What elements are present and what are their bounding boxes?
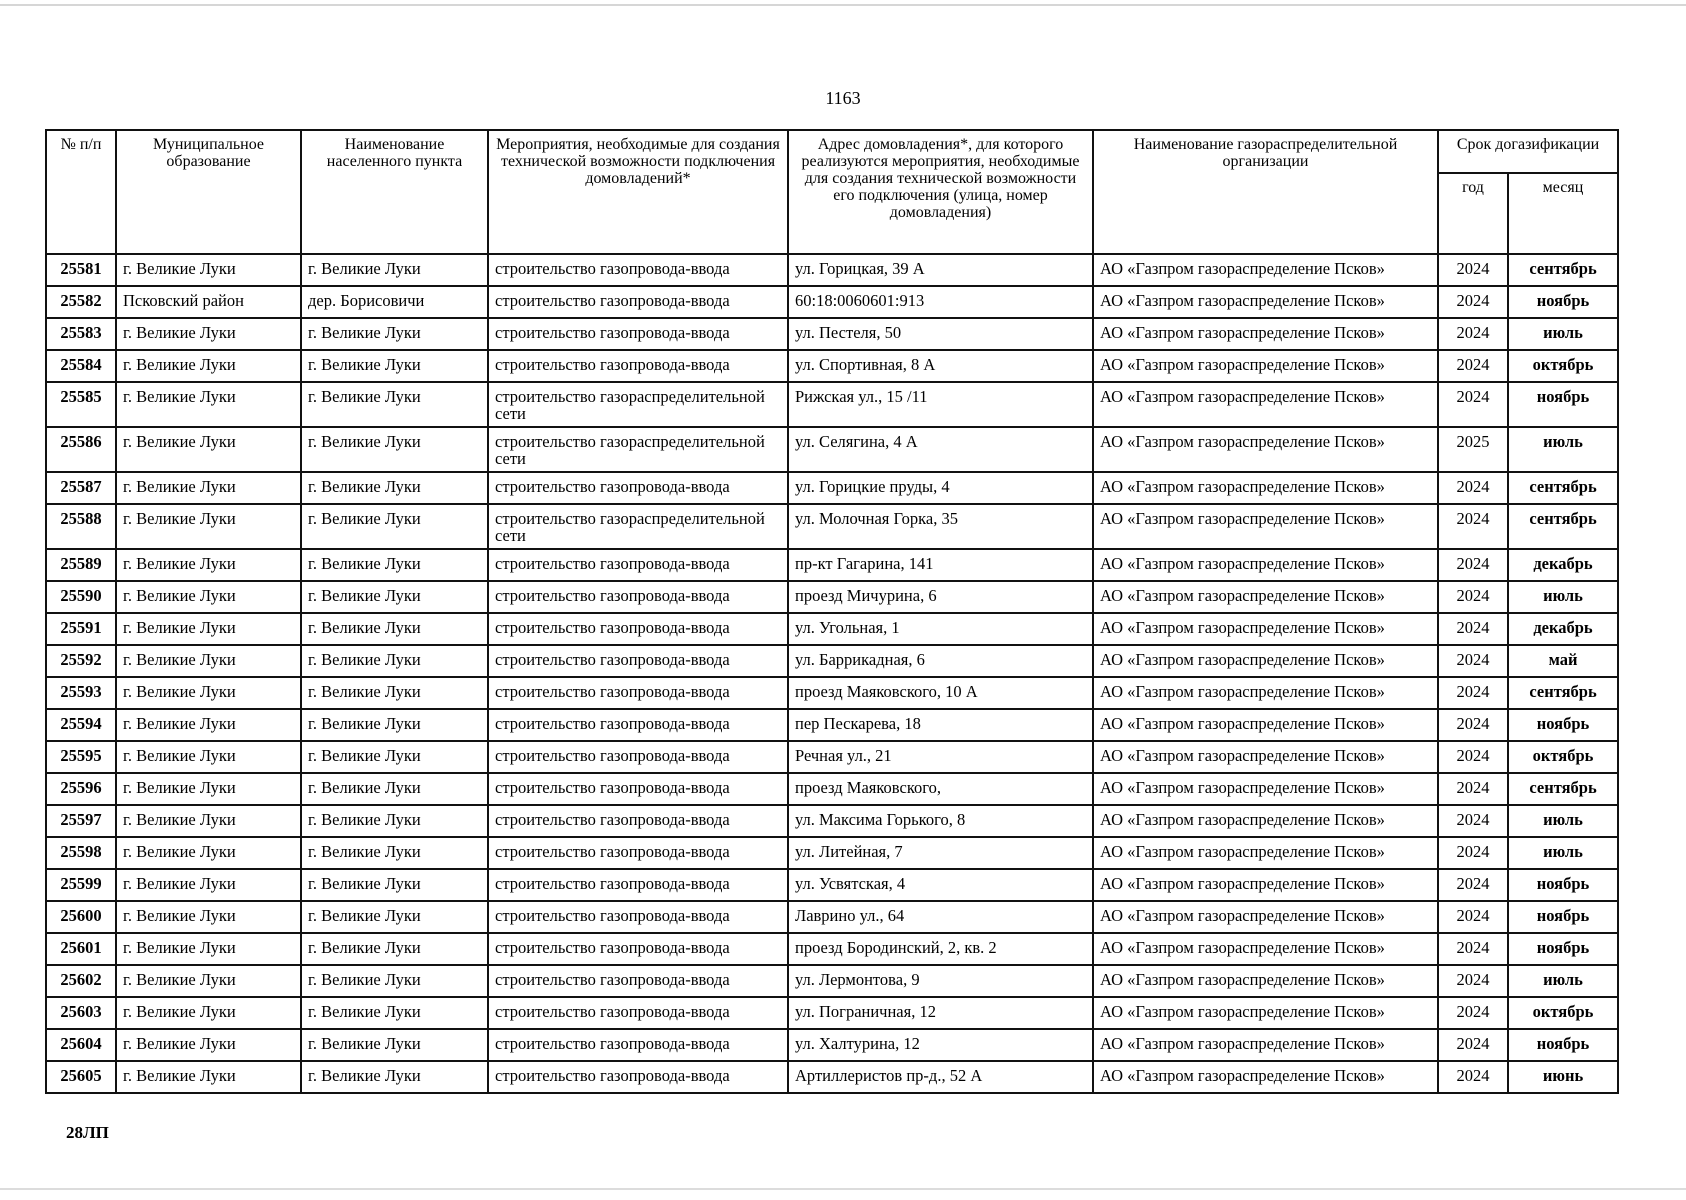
cell-org: АО «Газпром газораспределение Псков» (1093, 472, 1438, 504)
cell-municipality: г. Великие Луки (116, 504, 301, 549)
cell-settlement: г. Великие Луки (301, 254, 488, 286)
cell-municipality: г. Великие Луки (116, 350, 301, 382)
cell-settlement: г. Великие Луки (301, 837, 488, 869)
table-row (46, 869, 1618, 901)
cell-num: 25596 (46, 773, 116, 805)
cell-address: ул. Максима Горького, 8 (788, 805, 1093, 837)
cell-num: 25582 (46, 286, 116, 318)
header-row (46, 130, 1618, 173)
cell-settlement: г. Великие Луки (301, 382, 488, 427)
cell-org: АО «Газпром газораспределение Псков» (1093, 427, 1438, 472)
table-row (46, 427, 1618, 472)
cell-municipality: г. Великие Луки (116, 581, 301, 613)
cell-settlement: г. Великие Луки (301, 645, 488, 677)
cell-address: ул. Горицкие пруды, 4 (788, 472, 1093, 504)
cell-org: АО «Газпром газораспределение Псков» (1093, 254, 1438, 286)
cell-month: май (1508, 645, 1618, 677)
cell-settlement: дер. Борисовичи (301, 286, 488, 318)
cell-address: ул. Горицкая, 39 А (788, 254, 1093, 286)
table-row (46, 965, 1618, 997)
cell-month: июль (1508, 965, 1618, 997)
cell-org: АО «Газпром газораспределение Псков» (1093, 318, 1438, 350)
cell-num: 25590 (46, 581, 116, 613)
cell-org: АО «Газпром газораспределение Псков» (1093, 350, 1438, 382)
cell-year: 2024 (1438, 965, 1508, 997)
table-row (46, 741, 1618, 773)
cell-municipality: г. Великие Луки (116, 837, 301, 869)
cell-num: 25587 (46, 472, 116, 504)
header-municipality: Муниципальное образование (116, 130, 301, 254)
cell-address: 60:18:0060601:913 (788, 286, 1093, 318)
cell-measure: строительство газопровода-ввода (488, 869, 788, 901)
table-row (46, 677, 1618, 709)
table-row (46, 581, 1618, 613)
cell-measure: строительство газопровода-ввода (488, 965, 788, 997)
cell-measure: строительство газопровода-ввода (488, 350, 788, 382)
cell-measure: строительство газораспределительной сети (488, 382, 788, 427)
cell-settlement: г. Великие Луки (301, 741, 488, 773)
header-address: Адрес домовладения*, для которого реализуются мероприятия, необходимые для создания технической возможности его подключения (улица, номер домовладения) (788, 130, 1093, 254)
cell-month: ноябрь (1508, 382, 1618, 427)
cell-measure: строительство газопровода-ввода (488, 286, 788, 318)
cell-year: 2024 (1438, 677, 1508, 709)
cell-measure: строительство газопровода-ввода (488, 741, 788, 773)
cell-num: 25602 (46, 965, 116, 997)
cell-settlement: г. Великие Луки (301, 549, 488, 581)
table-row (46, 901, 1618, 933)
table-row (46, 504, 1618, 549)
document-code: 28ЛП (66, 1123, 109, 1142)
cell-org: АО «Газпром газораспределение Псков» (1093, 613, 1438, 645)
cell-address: ул. Лермонтова, 9 (788, 965, 1093, 997)
table-row (46, 933, 1618, 965)
cell-settlement: г. Великие Луки (301, 997, 488, 1029)
table-body (46, 254, 1618, 1093)
cell-year: 2024 (1438, 837, 1508, 869)
cell-address: ул. Пестеля, 50 (788, 318, 1093, 350)
table-row (46, 350, 1618, 382)
cell-month: июль (1508, 427, 1618, 472)
cell-month: ноябрь (1508, 933, 1618, 965)
cell-num: 25588 (46, 504, 116, 549)
cell-settlement: г. Великие Луки (301, 1029, 488, 1061)
cell-measure: строительство газопровода-ввода (488, 773, 788, 805)
cell-measure: строительство газопровода-ввода (488, 318, 788, 350)
cell-num: 25598 (46, 837, 116, 869)
table-row (46, 805, 1618, 837)
cell-measure: строительство газопровода-ввода (488, 1029, 788, 1061)
cell-municipality: г. Великие Луки (116, 645, 301, 677)
cell-municipality: г. Великие Луки (116, 869, 301, 901)
cell-measure: строительство газопровода-ввода (488, 805, 788, 837)
cell-measure: строительство газопровода-ввода (488, 472, 788, 504)
cell-org: АО «Газпром газораспределение Псков» (1093, 997, 1438, 1029)
cell-org: АО «Газпром газораспределение Псков» (1093, 741, 1438, 773)
cell-year: 2024 (1438, 382, 1508, 427)
cell-month: ноябрь (1508, 901, 1618, 933)
cell-year: 2024 (1438, 645, 1508, 677)
cell-num: 25591 (46, 613, 116, 645)
table-row (46, 1061, 1618, 1093)
cell-address: ул. Баррикадная, 6 (788, 645, 1093, 677)
cell-year: 2024 (1438, 1029, 1508, 1061)
cell-num: 25604 (46, 1029, 116, 1061)
cell-org: АО «Газпром газораспределение Псков» (1093, 1029, 1438, 1061)
cell-month: сентябрь (1508, 773, 1618, 805)
cell-municipality: г. Великие Луки (116, 741, 301, 773)
cell-org: АО «Газпром газораспределение Псков» (1093, 901, 1438, 933)
gasification-table (45, 129, 1619, 1094)
cell-num: 25597 (46, 805, 116, 837)
cell-address: Речная ул., 21 (788, 741, 1093, 773)
cell-measure: строительство газопровода-ввода (488, 645, 788, 677)
cell-year: 2024 (1438, 997, 1508, 1029)
cell-settlement: г. Великие Луки (301, 773, 488, 805)
cell-num: 25584 (46, 350, 116, 382)
cell-num: 25594 (46, 709, 116, 741)
cell-month: июль (1508, 837, 1618, 869)
table-row (46, 1029, 1618, 1061)
cell-municipality: Псковский район (116, 286, 301, 318)
cell-org: АО «Газпром газораспределение Псков» (1093, 773, 1438, 805)
cell-org: АО «Газпром газораспределение Псков» (1093, 581, 1438, 613)
cell-settlement: г. Великие Луки (301, 472, 488, 504)
header-num: № п/п (46, 130, 116, 254)
cell-measure: строительство газопровода-ввода (488, 837, 788, 869)
header-term: Срок догазификации (1438, 130, 1618, 173)
cell-year: 2024 (1438, 933, 1508, 965)
cell-month: июнь (1508, 1061, 1618, 1093)
cell-settlement: г. Великие Луки (301, 965, 488, 997)
cell-num: 25605 (46, 1061, 116, 1093)
cell-measure: строительство газопровода-ввода (488, 933, 788, 965)
cell-settlement: г. Великие Луки (301, 709, 488, 741)
cell-municipality: г. Великие Луки (116, 965, 301, 997)
cell-num: 25593 (46, 677, 116, 709)
cell-num: 25601 (46, 933, 116, 965)
cell-address: ул. Угольная, 1 (788, 613, 1093, 645)
table-row (46, 613, 1618, 645)
cell-month: октябрь (1508, 741, 1618, 773)
cell-month: ноябрь (1508, 1029, 1618, 1061)
cell-year: 2024 (1438, 581, 1508, 613)
cell-org: АО «Газпром газораспределение Псков» (1093, 286, 1438, 318)
cell-month: сентябрь (1508, 254, 1618, 286)
cell-month: июль (1508, 581, 1618, 613)
cell-year: 2024 (1438, 901, 1508, 933)
header-month: месяц (1508, 173, 1618, 254)
table-row (46, 318, 1618, 350)
cell-year: 2024 (1438, 472, 1508, 504)
cell-measure: строительство газопровода-ввода (488, 901, 788, 933)
cell-municipality: г. Великие Луки (116, 773, 301, 805)
cell-address: Артиллеристов пр-д., 52 А (788, 1061, 1093, 1093)
cell-municipality: г. Великие Луки (116, 427, 301, 472)
table-row (46, 286, 1618, 318)
cell-year: 2024 (1438, 1061, 1508, 1093)
cell-year: 2025 (1438, 427, 1508, 472)
cell-num: 25592 (46, 645, 116, 677)
cell-year: 2024 (1438, 350, 1508, 382)
cell-settlement: г. Великие Луки (301, 581, 488, 613)
header-org: Наименование газораспределительной организации (1093, 130, 1438, 254)
cell-address: ул. Пограничная, 12 (788, 997, 1093, 1029)
cell-measure: строительство газопровода-ввода (488, 613, 788, 645)
table-row (46, 709, 1618, 741)
cell-year: 2024 (1438, 504, 1508, 549)
cell-municipality: г. Великие Луки (116, 997, 301, 1029)
cell-address: проезд Мичурина, 6 (788, 581, 1093, 613)
cell-address: проезд Маяковского, 10 А (788, 677, 1093, 709)
cell-address: Лаврино ул., 64 (788, 901, 1093, 933)
cell-month: ноябрь (1508, 286, 1618, 318)
cell-address: ул. Усвятская, 4 (788, 869, 1093, 901)
table-row (46, 472, 1618, 504)
header-settlement: Наименование населенного пункта (301, 130, 488, 254)
cell-measure: строительство газопровода-ввода (488, 997, 788, 1029)
cell-year: 2024 (1438, 741, 1508, 773)
cell-org: АО «Газпром газораспределение Псков» (1093, 805, 1438, 837)
cell-settlement: г. Великие Луки (301, 350, 488, 382)
cell-measure: строительство газопровода-ввода (488, 549, 788, 581)
cell-municipality: г. Великие Луки (116, 382, 301, 427)
cell-org: АО «Газпром газораспределение Псков» (1093, 645, 1438, 677)
cell-month: сентябрь (1508, 677, 1618, 709)
cell-month: октябрь (1508, 997, 1618, 1029)
cell-measure: строительство газопровода-ввода (488, 254, 788, 286)
cell-num: 25599 (46, 869, 116, 901)
cell-municipality: г. Великие Луки (116, 472, 301, 504)
table-row (46, 382, 1618, 427)
cell-address: пер Пескарева, 18 (788, 709, 1093, 741)
cell-address: ул. Литейная, 7 (788, 837, 1093, 869)
cell-measure: строительство газопровода-ввода (488, 581, 788, 613)
cell-municipality: г. Великие Луки (116, 1061, 301, 1093)
cell-measure: строительство газопровода-ввода (488, 1061, 788, 1093)
page-number: 1163 (825, 88, 861, 108)
cell-year: 2024 (1438, 318, 1508, 350)
header-year: год (1438, 173, 1508, 254)
cell-org: АО «Газпром газораспределение Псков» (1093, 549, 1438, 581)
cell-settlement: г. Великие Луки (301, 901, 488, 933)
cell-num: 25581 (46, 254, 116, 286)
cell-org: АО «Газпром газораспределение Псков» (1093, 677, 1438, 709)
table-row (46, 645, 1618, 677)
cell-num: 25603 (46, 997, 116, 1029)
cell-municipality: г. Великие Луки (116, 613, 301, 645)
cell-settlement: г. Великие Луки (301, 613, 488, 645)
cell-month: июль (1508, 318, 1618, 350)
cell-month: ноябрь (1508, 709, 1618, 741)
cell-settlement: г. Великие Луки (301, 933, 488, 965)
cell-address: Рижская ул., 15 /11 (788, 382, 1093, 427)
cell-address: проезд Маяковского, (788, 773, 1093, 805)
cell-settlement: г. Великие Луки (301, 869, 488, 901)
cell-municipality: г. Великие Луки (116, 677, 301, 709)
cell-year: 2024 (1438, 254, 1508, 286)
table-row (46, 549, 1618, 581)
cell-org: АО «Газпром газораспределение Псков» (1093, 382, 1438, 427)
scan-edge-top (0, 4, 1686, 6)
scan-edge-bottom (0, 1188, 1686, 1190)
cell-year: 2024 (1438, 869, 1508, 901)
cell-org: АО «Газпром газораспределение Псков» (1093, 709, 1438, 741)
cell-month: сентябрь (1508, 472, 1618, 504)
cell-year: 2024 (1438, 549, 1508, 581)
cell-measure: строительство газопровода-ввода (488, 677, 788, 709)
cell-municipality: г. Великие Луки (116, 318, 301, 350)
cell-num: 25595 (46, 741, 116, 773)
cell-address: пр-кт Гагарина, 141 (788, 549, 1093, 581)
table-row (46, 773, 1618, 805)
cell-num: 25586 (46, 427, 116, 472)
cell-org: АО «Газпром газораспределение Псков» (1093, 933, 1438, 965)
cell-year: 2024 (1438, 709, 1508, 741)
cell-num: 25583 (46, 318, 116, 350)
cell-month: сентябрь (1508, 504, 1618, 549)
cell-address: ул. Молочная Горка, 35 (788, 504, 1093, 549)
cell-address: проезд Бородинский, 2, кв. 2 (788, 933, 1093, 965)
cell-address: ул. Спортивная, 8 А (788, 350, 1093, 382)
cell-org: АО «Газпром газораспределение Псков» (1093, 965, 1438, 997)
cell-settlement: г. Великие Луки (301, 504, 488, 549)
cell-month: декабрь (1508, 549, 1618, 581)
cell-settlement: г. Великие Луки (301, 318, 488, 350)
cell-month: ноябрь (1508, 869, 1618, 901)
cell-month: октябрь (1508, 350, 1618, 382)
cell-org: АО «Газпром газораспределение Псков» (1093, 1061, 1438, 1093)
cell-measure: строительство газораспределительной сети (488, 427, 788, 472)
cell-address: ул. Халтурина, 12 (788, 1029, 1093, 1061)
header-measures: Мероприятия, необходимые для создания технической возможности подключения домовладений* (488, 130, 788, 254)
cell-org: АО «Газпром газораспределение Псков» (1093, 869, 1438, 901)
cell-org: АО «Газпром газораспределение Псков» (1093, 504, 1438, 549)
cell-num: 25600 (46, 901, 116, 933)
cell-measure: строительство газопровода-ввода (488, 709, 788, 741)
cell-org: АО «Газпром газораспределение Псков» (1093, 837, 1438, 869)
cell-settlement: г. Великие Луки (301, 427, 488, 472)
cell-year: 2024 (1438, 805, 1508, 837)
cell-num: 25585 (46, 382, 116, 427)
table-row (46, 837, 1618, 869)
cell-municipality: г. Великие Луки (116, 1029, 301, 1061)
cell-year: 2024 (1438, 286, 1508, 318)
cell-month: июль (1508, 805, 1618, 837)
cell-settlement: г. Великие Луки (301, 805, 488, 837)
table-row (46, 254, 1618, 286)
cell-measure: строительство газораспределительной сети (488, 504, 788, 549)
cell-settlement: г. Великие Луки (301, 677, 488, 709)
cell-municipality: г. Великие Луки (116, 901, 301, 933)
cell-num: 25589 (46, 549, 116, 581)
cell-settlement: г. Великие Луки (301, 1061, 488, 1093)
cell-year: 2024 (1438, 613, 1508, 645)
cell-address: ул. Селягина, 4 А (788, 427, 1093, 472)
table-row (46, 997, 1618, 1029)
cell-municipality: г. Великие Луки (116, 549, 301, 581)
cell-municipality: г. Великие Луки (116, 805, 301, 837)
cell-municipality: г. Великие Луки (116, 933, 301, 965)
cell-municipality: г. Великие Луки (116, 254, 301, 286)
cell-municipality: г. Великие Луки (116, 709, 301, 741)
cell-year: 2024 (1438, 773, 1508, 805)
cell-month: декабрь (1508, 613, 1618, 645)
